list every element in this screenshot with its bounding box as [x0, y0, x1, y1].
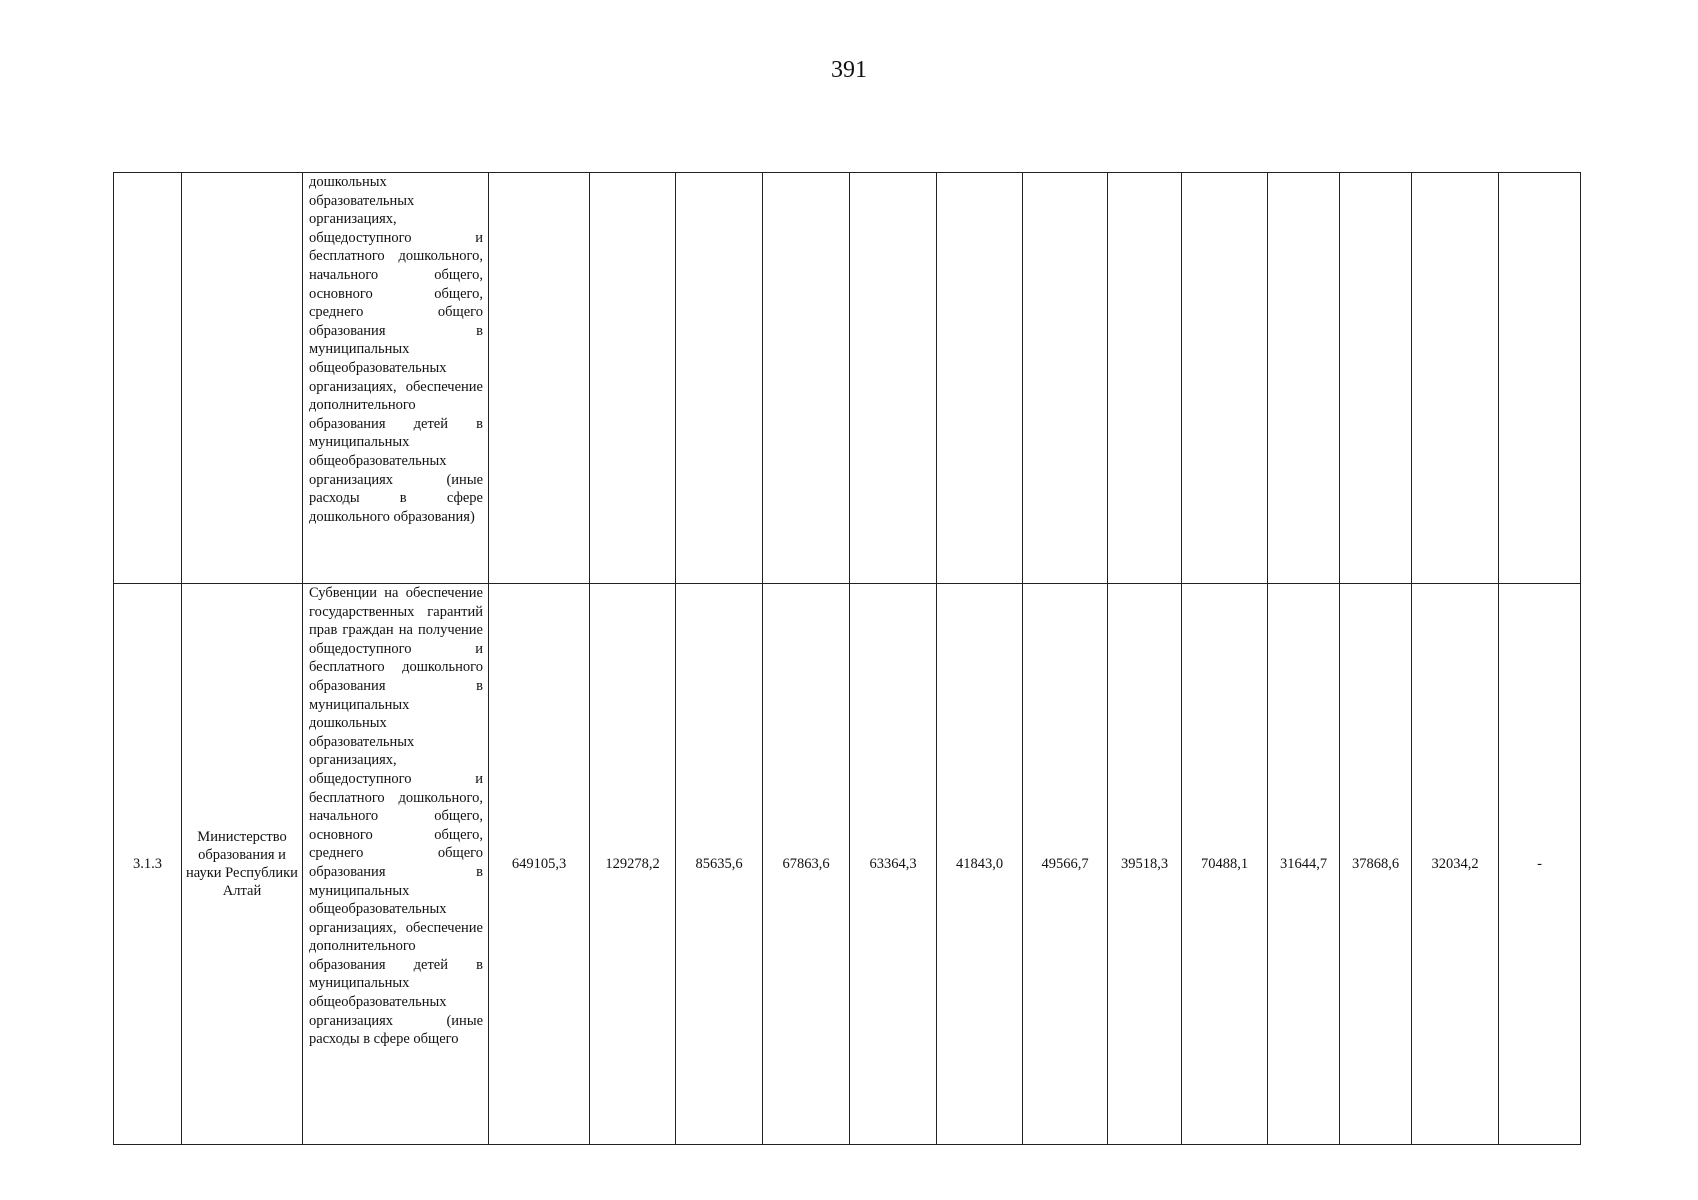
page-number: 391 [831, 57, 867, 83]
value-cell [1268, 173, 1340, 584]
value-cell [763, 173, 850, 584]
value-cell: 31644,7 [1268, 584, 1340, 1145]
value-cell [1412, 173, 1499, 584]
value-cell [1108, 173, 1182, 584]
row-code: 3.1.3 [114, 584, 182, 1145]
row-agency [182, 173, 303, 584]
value-cell: 649105,3 [489, 584, 590, 1145]
value-cell [1340, 173, 1412, 584]
row-code [114, 173, 182, 584]
value-cell: 41843,0 [937, 584, 1023, 1145]
value-cell: 67863,6 [763, 584, 850, 1145]
value-cell: 39518,3 [1108, 584, 1182, 1145]
value-cell [937, 173, 1023, 584]
row-description: дошкольных образовательных организациях, общедоступного и бесплатного дошкольного, начального общего, основного общего, среднего общего образования в муниципальных общеобразовательных организациях, обеспечение дополнительного образования детей в муниципальных общеобразовательных организациях (иные расходы в сфере дошкольного образования) [303, 173, 489, 584]
value-cell: - [1499, 584, 1581, 1145]
budget-table [113, 172, 1581, 1145]
value-cell [850, 173, 937, 584]
table-row [114, 584, 1581, 1145]
value-cell [676, 173, 763, 584]
row-agency: Министерство образования и науки Республики Алтай [182, 584, 303, 1145]
value-cell [1499, 173, 1581, 584]
value-cell: 85635,6 [676, 584, 763, 1145]
value-cell [1023, 173, 1108, 584]
value-cell: 70488,1 [1182, 584, 1268, 1145]
value-cell [590, 173, 676, 584]
value-cell [489, 173, 590, 584]
value-cell: 129278,2 [590, 584, 676, 1145]
value-cell: 63364,3 [850, 584, 937, 1145]
value-cell: 49566,7 [1023, 584, 1108, 1145]
row-description: Субвенции на обеспечение государственных гарантий прав граждан на получение общедоступного и бесплатного дошкольного образования в муниципальных дошкольных образовательных организациях, общедоступного и бесплатного дошкольного, начального общего, основного общего, среднего общего образования в муниципальных общеобразовательных организациях, обеспечение дополнительного образования детей в муниципальных общеобразовательных организациях (иные расходы в сфере общего [303, 584, 489, 1145]
value-cell: 37868,6 [1340, 584, 1412, 1145]
value-cell [1182, 173, 1268, 584]
table-row [114, 173, 1581, 584]
value-cell: 32034,2 [1412, 584, 1499, 1145]
